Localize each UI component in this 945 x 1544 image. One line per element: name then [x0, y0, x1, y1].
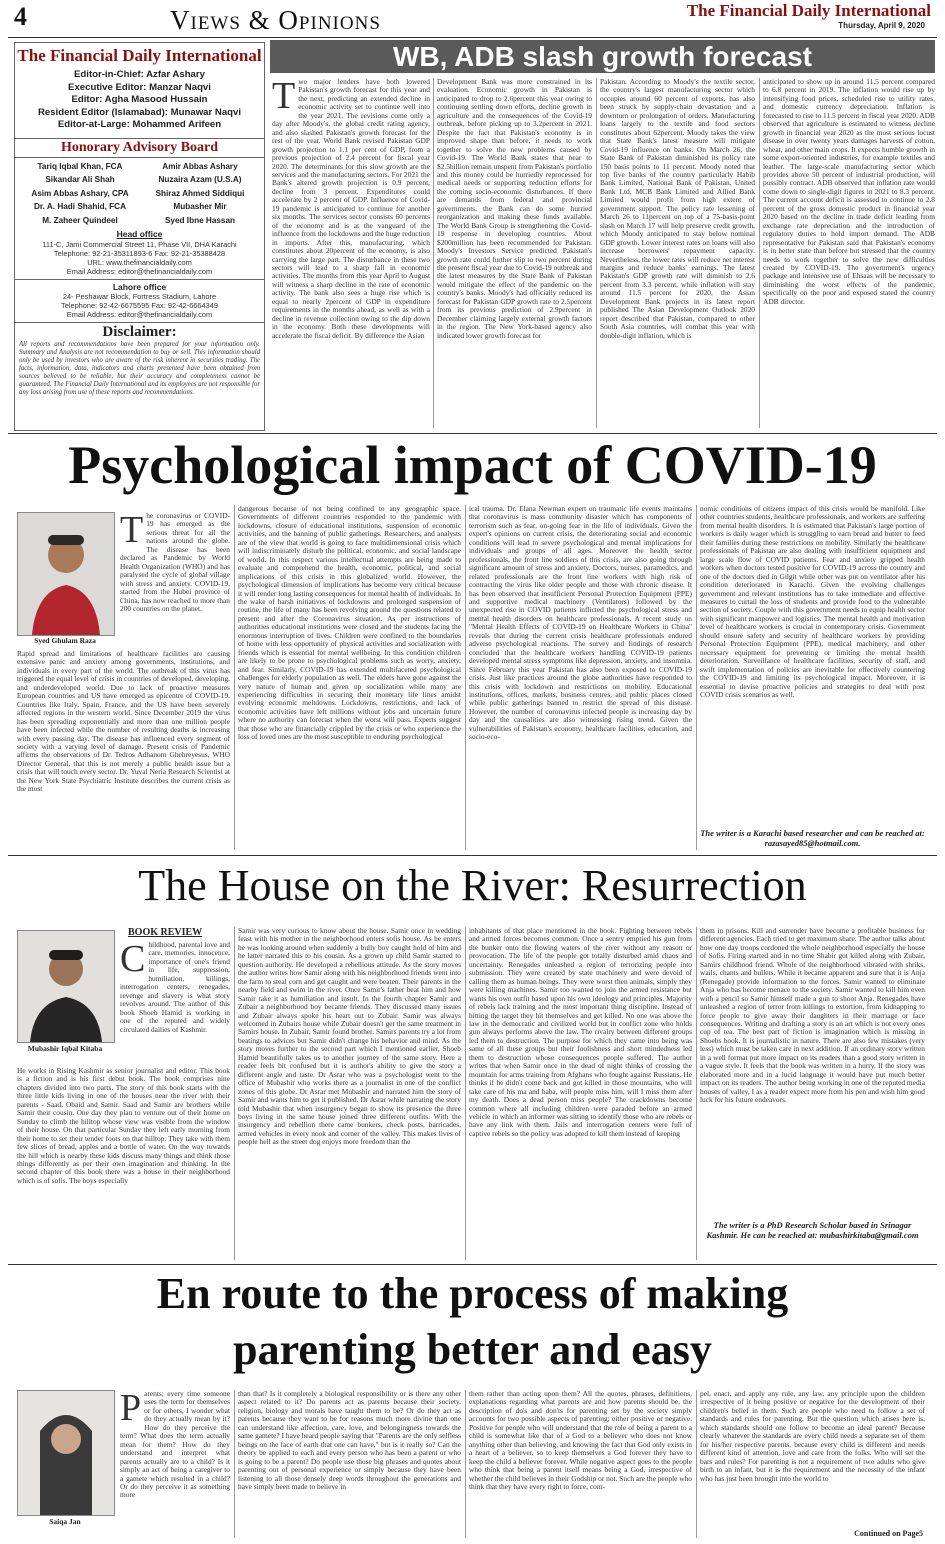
office-line: URL: www.thefinancialdaily.com [87, 257, 192, 267]
book-review-kicker: BOOK REVIEW [128, 927, 203, 938]
article2-author-note: The writer is a Karachi based researcher and can be reached at: razasayed85@hotmail.com. [700, 828, 925, 848]
article4-column-2 [238, 1390, 461, 1538]
board-member: Sikandar Ali Shah [45, 175, 115, 184]
article2-body-1: Rapid spread and limitations of healthcare facilities are causing extensive panic and anxiety among governments, institutions, and individuals in every part of the world. The outbreak of this virus has triggered the equal level of crisis in countries of developed, developing, and underdeveloped world. Due to lack of proactive measures European countries and US have emerged as epicentre of COVID-19. Countries like Italy, Spain, France, and the US have been severely affected regions in the western world. Since December 2019 the virus has been spreading exponentially and more than one million people have been infected while the number of resulting deaths is increasing with every passing day. The disease has influenced every segment of society with a varying level of damage. Present crisis of Pandemic affirms the observations of Dr. Tedros Adhanom Ghebreyesus, WHO Director General, that this is not merely a public health issue but a crisis that will touch every sector. Dr. Yuval Neria Research Scientist at the New York State Psychiatric Institute describes the current crisis as the most [17, 650, 230, 794]
article2-column-2 [238, 505, 461, 850]
article3-column-4 [700, 927, 925, 1217]
office-line: 24- Peshawar Block, Fortress Stadium, Lahore [62, 291, 217, 301]
article2-body-4: nomic conditions of citizens impact of this crisis would be manifold. Like other countries students, healthcare professionals, and workers are suffering from mental health disorders. It is estimated that Pakistan's large portion of workers is daily wager which is struggling to earn bread and butter to feed their families during these restrictions on mobility. Similarly the healthcare professionals of Pakistan are also dealing with insufficient equipment and large scale flow of COVID patients. Fear and anxiety gripped health workers when doctors tested positive for COVID-19 across the country and one of the doctors died in Gilgit while other was put on ventilator after his condition deteriorated in Karachi. Given the evolving challenges government and relevant institutions has to take immediate and effective measures to curtail the loss of students and provide food to the vulnerable section of society. Couple with this government needs to equip health sector with significant manpower and logistics. The mental health and motivation level of healthcare workers is crucial in contemporary crisis. Government should ensure safety and security of healthcare workers by providing Personal Protection Equipment (PPE), medical machinery, and other necessary equipment for preventing or limiting the mental health deterioration. Surveillance of healthcare facilities, security of staff, and swift implementation of policies are inevitable for effectively countering the COVID-19 and limiting its psychological impact. Moreover, it is essential to devise proactive policies and strategies to deal with post COVID crisis scenarios as well. [700, 505, 925, 699]
article3-column-1-bottom [17, 1067, 230, 1260]
column-divider [234, 1390, 235, 1538]
column-divider [696, 927, 697, 1260]
article4-body-2: than that? Is it completely a biological responsibility or is there any other aspect related to it? Do parents act as parents because their society, religion, biology and morals have taught them to be? Or do they act as parents because they want to be for reasons much more divine than one can understand like affection, care, love, and belongingness towards the same gamete? I have heard people saying that "Parents are the only selfless beings on the face of earth that one can have," but is it really so? Can the theory be applied to each and every person who has been a parent or who is going to be a parent? Do people use those big phrases and quotes about parenting out of personal experience or simply because they have been listening to all those densely deep words throughout the generations and have simply been made to believe in [238, 1390, 461, 1491]
person-icon [18, 1391, 114, 1515]
article4-headline-line-1: En route to the process of making [156, 1269, 789, 1318]
article4-body-3: them rather than acting upon them? All the quotes, phrases, definitions, explanations regarding what parents are and how parents should be, the description of do's and don'ts for parenting set by the society simply accounts for two possible aspects of parenting; either positive or negative. Positive for people who will understand that the role of being a parent to a child is somewhat like that of a God to a believer who does not know anything other than believing, and knowing the fact that God only exists in a heart of a believer, so to keep themselves a God forever they have to keep the child a believer forever. While negative aspect goes to the people who think that being a parent itself means being a God, irrespective of whether the child believes in their Godship or not. Such are the people who think that they have every right to force, com- [469, 1390, 692, 1491]
article3-headline: The House on the River: Resurrection [138, 861, 807, 910]
person-icon [18, 513, 114, 635]
article3-body-1: He works in Rising Kashmir as senior journalist and editor. This book is a fiction and is his first debut book. The book comprises nine chapters divided into two parts. The story of this book starts with the three little kids living in one of the houses near the river with their parents - Saad, Obaid and Samir. Saad and Samir are brothers while Samir their cousin. One day they plan to venture out of their home on Sunday to climb the hilltop whose view was visible from the window of their house. On that particular Sunday they left early morning from their home to set their tender foots on that hilltop. They take with them few slices of bread, apples and a bottle of water. On the way towards the hill which is nearby these kids discuss many things and think those things differently as per their own imagination and thinking. In the second chapter of this book there was a house in their neighborhood which is of sofis. The boys especially [17, 1067, 230, 1185]
column-divider [433, 78, 434, 428]
office-line: Email Address: editor@thefinancialdaily.com [66, 266, 213, 276]
column-divider [596, 78, 597, 428]
article4-body-4: pel, enact, and apply any rule, any law, any principle upon the children irrespective of it being positive or negative for the development of their children's belief in them. Such are people who need to follow a set of standards and rules for parenting. But the question which arises here is, which standards should one follow to become an ideal parent? Because clearly whatever the standards are every child needs a separate set of them for his/her respective parents, because every child is different and needs different kind of attention, love and care from the folks. Who will set the bars and rules? For parenting is not a requirement of two adults who give birth to an infant, but it is the requirement and the necessity of the infant who has just been brought into the world to [700, 1390, 925, 1483]
article3-column-2 [238, 927, 461, 1260]
column-divider [465, 1390, 466, 1538]
editor-line: Editor-at-Large: Mohammed Arifeen [57, 119, 222, 130]
article3-body-4: them in prisons. Kill and surrender have become a profitable business for different agencies. Each tried to get maximum share. The author talks about how one day troops cordoned the whole neighborhood especially the house of Sofis. Firing started and in no time Shabir got killed along with Zubair, Samirs childhood friend. Whole of the neighborhood vibrated with shriks, wails, chants and bullets. While it became apparent and sure that it is Anja (Renegade) provide information to the forces. Samir wanted to eliminate Anja who has become menace to the society. Samir wanted to kill him even with a pencil so Samir himself made a gun to shoot Anja. Renegades have unleashed a region of terror from killings to extortion, from kidnapping to force people to give away their daughters in their marriage or face consequences. Writing and drafting a story is an art which is not every ones cup of tea. The best part of fiction is imagination which is missing in Shoebs book. It is journalistic in nature. There are also few mistakes (very less) which must be taken care in next addition. If an ordinary story written in a well format put more impact on its readers than a good story written in a vague style. It feels that the book was written in a hurry. If the story was elaborated more and in a lucid language it would have put much better impact on its readers. The author being working in one of the reputed media houses of valley, I as a reader expect more from his pen and wish him good luck for his future endeavors. [700, 927, 925, 1105]
drop-cap: T [120, 512, 144, 551]
board-member: Tariq Iqbal Khan, FCA [37, 161, 123, 171]
board-column-right [141, 160, 259, 228]
article1-column-1 [272, 78, 430, 428]
article2-body-3: ical trauma. Dr. Elana Newman expert on traumatic life events maintains that coronavirus is mass community disaster which has components of terrorism such as fear, on-going fear in the life of individuals. Given the expert's opinions on current crisis, the deteriorating social and economic conditions will lead to severe psychological and mental implications for individuals and groups of all ages. Moreover the health sector professionals, the front line soldiers of this crisis, are also going through significant amount of stress and anxiety. Doctors, nurses, paramedics, and related professionals are the front line workers with high risk of contracting the virus like older people and those with chronic disease. It has been observed that insufficient Personal Protection Equipment (PPE) and supportive medical machinery (Ventilators) followed by the unexpected rise in COVID patients inflicted the psychological stress and mental health disorders on healthcare professionals. A recent study on "Mental Health Effects of COVID-19 on Healthcare Workers in China" reveals that during the current crisis healthcare professionals endured adverse psychological reactions. The survey and findings of research concluded that the healthcare workers handling COVID-19 patients developed mental stress symptoms like depression, anxiety, and insomnia. Since February this year Pakistan has also been exposed to COVID-19 crisis. Just like practices around the globe authorities have responded to this crisis with lockdown and restrictions on mobility. Educational institutions, offices, markets, business centres, and public places closed while public gatherings banned to restrict the spread of this disease. However, the number of coronavirus infected people is increasing day by day and the causalities are also witnessing rising trend. Given the vulnerabilities of Pakistan's economy, healthcare facilities, education, and socio-eco- [469, 505, 692, 742]
board-member: Syed Ibne Hassan [164, 215, 236, 225]
disclaimer-text: All reports and recommendations have been prepared for your information only. Summary and Analysis are not recommendation to buy or sell. This information should only be used by investors who are aware of the risk inherent in securities trading. The facts, information, data, indicators and charts presented have been obtained from sources believed to be reliable, but their accuracy and completeness cannot be guaranteed. The Financial Daily International and its employees are not responsible for any loss arising from use of these reports and recommendations. [19, 340, 260, 397]
advisory-board [15, 158, 264, 228]
article4-body-1: arents; every time someone uses the term for themselves or for others, I wonder what do they actually mean by it? How do they perceive the term? What does the term actually mean for them? How do they understand and interpret what parents actually are to a child? Is it simply an act of being a caregiver to a gamete which resulted in a child? Or do they perceive it as something more [120, 1390, 230, 1500]
office-line: 111-C, Jami Commercial Street 11, Phase VII, DHA Karachi [42, 239, 237, 249]
head-office-title: Head office [116, 228, 163, 239]
drop-cap: P [120, 1390, 142, 1429]
article1-body-2: Development Bank was more constrained in its evaluation. Economic growth in Pakistan is anticipated to drop to 2.6percent this year owing to continuing settling down efforts, decline growth in agriculture and the consequences of the Covid-19 outbreak, before picking up to 3.2percent in 2021. Despite the fact that Pakistan's economy is in improved shape than before, it needs to work together to solve the new problems caused by Covid-19. The World Bank states that near to $2.5billion remain unspent from Pakistan's portfolio and this money could be hurriedly reprocessed for medical needs or supporting reduction efforts for the coming socio-economic disturbances. If there are demands from federal and provincial governments, the Bank can do some hurried reorganization and making these funds available. The World Bank Group is strengthening the Covid-19 response in developing countries. About $200million has been recommended for Pakistan. Moody's Investors Service predicted Pakistan's growth rate could further slip to two percent during the present fiscal year due to Covid-19 outbreak and the latest measures by the State Bank of Pakistan would mitigate the effect of the pandemic on the country's banks. Moody's had officially reduced its forecast for Pakistan GDP growth rate to 2.5percent from its previous prediction of 2.9percent in December claiming largely external growth factors in the region. The New York-based agency also indicated lower growth forecast for [437, 78, 592, 340]
article3-column-1-top [120, 941, 230, 1067]
article2-column-1-bottom [17, 650, 230, 850]
board-member: Amir Abbas Ashary [162, 161, 238, 171]
board-member: Shiraz Ahmed Siddiqui [155, 188, 245, 198]
person-icon [18, 931, 114, 1042]
section-title: Views & Opinions [170, 5, 381, 35]
advisory-board-title: Honorary Advisory Board [15, 138, 264, 158]
column-divider [696, 505, 697, 850]
editors-list [15, 69, 264, 132]
article1-body-1: wo major lenders have both lowered Pakistan's growth forecast for this year and the next, predicting an extended decline in economic activity set to continue well into the year 2021. The revisions come only a day after Moody's, the global credit rating agency, and also slashed Pakistan's growth forecast for the rest of the year. World Bank revised Pakistan GDP growth projection to 1.1 per cent of GDP, from a previous projection of 2.4 percent for fiscal year 2020. The determinants for this slow growth are the services and the manufacturing sectors. For 2021 the Bank's altered growth projection is 0.9 percent, decline from 3 percent. Expenditures could accelerate by 2 percent of GDP. Influence of Covid-19 pandemic is anticipated to continue for another six months. The services sector consists 60 percents of the economy and is at the vanguard of the influence from the lockdowns and the huge reduction in imports. After this, manufacturing, which constitutes about 20percent of the economy, is also carrying the large part. The disturbance in these two sectors will lead to a sharp fall in economic activities. The months from this year April to August will witness a sharp decline in the rate of economic activity. The bank also sees a huge rise which is equal to nearly 2percent of GDP in expenditure requirements in the months ahead, as well as with a decline in revenue collection owing to the dip down in the economy. Both these developments will accelerate the fiscal deficit. By difference the Asian [272, 78, 430, 340]
article2-column-1-top [120, 512, 230, 649]
article1-column-2 [437, 78, 592, 428]
article1-column-4 [763, 78, 935, 428]
editor-line: Executive Editor: Manzar Naqvi [68, 81, 211, 93]
board-member: Asim Abbas Ashary, CPA [31, 188, 129, 198]
column-divider [759, 78, 760, 428]
page-header [0, 0, 945, 38]
author-photo [17, 930, 115, 1043]
article3-column-3 [469, 927, 692, 1260]
article3-body-3: inhabitants of that place mentioned in the book. Fighting between rebels and armed forces becomes common. Once a sentry emptied his gun from the bunker onto the flowing waters of the river without any reason or provocation. The life of the people got totally disturbed amid chaos and uncertainty. Renegades unleashed a region of terrorizing people into submission. They were created by state machinery and were devoid of calling them as human beings. They were worst then animals, simply they were killing machines. Samir too wanted to join the armed resistance but wants his own outfit based upon his own ideology and principles. Majority of rebels lack training and the most important thing discipline. Instead of hitting the target they hit themselves and get killed. No one was above the law in the democratic and civilized world but in conflict zone who holds gun always performs above the law. The rivalry between different groups led them to destruction. The purpose for which they came into being was same of all these groups but their foolishness and short mindedness led them to destruction whose consequences people suffered. The author writes that when Samir once in the dead of night thinks of crossing the mountain for arms training from Afghans who fought against Russians. He thinks if he didn't come back and got killed in those mountains, who will take care of his ma and baba, will people miss him, will I miss them after my death. Does a dead person miss people? The crackdowns become common where all including children were paraded before an armed vehicle in which an informer was sitting to identify those who are rebels or have any link with them. Jails and interrogation centers were full of captive rebels so the policy was adopted to kill them instead of keeping [469, 927, 692, 1138]
section-rule [8, 1264, 937, 1265]
board-member: Nuzaira Azam (U.S.A) [158, 175, 242, 184]
continued-note: Continued on Page5 [854, 1529, 923, 1538]
issue-date: Thursday, April 9, 2020 [838, 21, 925, 30]
masthead-box [14, 42, 265, 431]
lahore-office-title: Lahore office [15, 279, 264, 292]
article1-column-3 [600, 78, 755, 428]
article2-column-3 [469, 505, 692, 850]
board-column-left [21, 160, 139, 228]
article3-author-note: The writer is a PhD Research Scholar based in Srinagar Kashmir. He can be reached at: mubashirkitaba@gmail.com [706, 1220, 919, 1240]
editor-line: Resident Editor (Islamabad): Munawar Naqvi [37, 106, 242, 118]
board-member: M. Zaheer Quindeel [42, 215, 118, 225]
office-line: Telephone: 92-21-35311893-6 Fax: 92-21-35388428 [53, 248, 226, 258]
article4-column-3 [469, 1390, 692, 1538]
head-office-details [15, 240, 264, 276]
article4-headline-line-2: parenting better and easy [233, 1325, 712, 1374]
column-divider [696, 1390, 697, 1538]
lahore-office-details [15, 292, 264, 319]
column-divider [465, 505, 466, 850]
article4-column-1 [120, 1390, 230, 1538]
disclaimer-title: Disclaimer: [15, 322, 264, 341]
author-photo [17, 1390, 115, 1516]
column-divider [234, 505, 235, 850]
author-photo [17, 512, 115, 636]
board-member: Dr. A. Hadi Shahid, FCA [33, 202, 127, 211]
article4-column-4 [700, 1390, 925, 1528]
board-member: Mubasher Mir [173, 202, 227, 211]
office-line: Email Address: editor@thefinancialdaily.com [66, 309, 213, 319]
article1-headline: WB, ADB slash growth forecast [392, 41, 812, 72]
editor-line: Editor-in-Chief: Azfar Ashary [74, 69, 205, 80]
header-rule [8, 37, 937, 38]
author-caption: Mubashir Iqbal Kitaba [27, 1044, 103, 1053]
article2-headline: Psychological impact of COVID-19 [68, 435, 877, 495]
paper-name: The Financial Daily International [686, 1, 931, 20]
office-line: Telephone: 92-42-6675595 Fax: 92-42-6664349 [61, 300, 218, 310]
column-divider [465, 927, 466, 1260]
article3-intro: hildhood, parental love and care, memories, innocence, importance of one's friend in life, suppression, humiliation, killings, interrogation centers, renegades, revenge and slavery is what story revolves around. The author of this book Shoeb Hamid is working in one of the reputed and widely circulated dailies of Kashmir. [120, 941, 230, 1034]
article2-column-4 [700, 505, 925, 823]
article2-body-2: dangerous because of not being confined to any geographic space. Governments of different countries responded to the pandemic with lockdowns, closure of educational institutions, suspension of economic activities, and the banning of public gatherings. Researchers, and analysts are of the view that world is going to face multidimensional crisis which will indiscriminately disturb the political, economic, and social landscape of world. In this respect various intellectual attempts are being made to evaluate and comprehend the health, economic, political, and social implications of this crisis in this globalized world. However, the psychological dimension of implications has become very critical because it will render long lasting consequences for mental health of individuals. In the wake of harsh initiatives of lockdowns and prolonged suspension of routine, the life of many has been revolving around the questions related to present and after the Coronavirus situation. As per instructions of authorities educational institutions were closed and the students facing the enormous interruption of lives. Children were confined to the boundaries of home with less opportunity of physical activities and socialization with friends which is essential for mental wellbeing. In this condition children are likely to be prone to psychological problems such as worry, anxiety, and fear. Similarly, COVID-19 has extended multifaceted psychological challenges for elderly population as well. The elders have gone against the very nature of human and given up socialization while many are experiencing difficulties in securing their monetary life lines amidst evolving economic meltdowns. Lockdowns, restrictions, and lack of economic activities have left millions without jobs and uncertain future where no authority can forecast when the worst will pass. Experts suggest that those who are financially crippled by the crisis or who experience the loss of loved ones are the most susceptible to enduring psychological [238, 505, 461, 742]
article1-body-3: Pakistan. According to Moody's the textile sector, the country's largest manufacturing sector which occupies around 60 percent of exports, has also been struck by supply-chain devastation and a downturn or prolongation of orders. Manufacturing loans largely to the textile and food sectors constitutes about 62percent. Moody takes the view that State Bank's latest measure will mitigate Covid-19 influence on banks. On March 26, the State Bank of Pakistan diminished its policy rate 150 basis points to 11 percent. Moody noted that top five banks of the country particularly Habib Bank Limited, National Bank of Pakistan, United Bank Ltd, MCB Bank Limited and Allied Bank Limited would profit from high extent of government support. The policy rate lessening of March 26 to 11percent on top of a 75-basis-point slash on March 17 will help preserve credit growth, which Moody anticipated to stay below nominal GDP growth. Lower interest rates on loans will also increase borrowers' repayment capacity. Nevertheless, the lower rates will reduce net interest margins and reduce banks' earnings. The latest Pakistan's GDP growth rate will diminish to 2.6 percent from 3.3 percent, while inflation will stay around 11.5 percent for 2020, the Asian Development Bank projects in its latest report published The Asian Development Outlook 2020 report described that Pakistan, compared to other South Asia countries, will combat this year with double-digit inflation, which is [600, 78, 755, 340]
article1-body-4: anticipated to show up in around 11.5 percent compared to 6.8 percent in 2019. The inflation would rise up by intensifying food prices, scheduled rise to utility rates, and domestic currency depreciation. Inflation is forecasted to rise to 11.5 percent in fiscal year 2020. ADB observed that agriculture is estimated to witness decline growth in financial year 2020 as the most serious locust disease in over twenty years damages harvests of cotton, wheat, and other main crops. It expects humble growth in some export-oriented industries, for example textiles and leather. The large-scale manufacturing sector which provides above 50 percent of industrial production, will possibly contract. ADB observed that inflation rate would come down to single-digit figures in 2021 to 8.3 percent. The current account deficit is assessed to continue to 2.8 percent of the gross domestic product in financial year 2020 based on the decline in trade deficit leading from exchange rate depreciation and the introduction of regulatory duties to hold import demand. The ADB representative for Pakistan said that Pakistan's economy is in better state than before but stressed that the country needs to work together to solve the new difficulties created by COVID-19. The government's urgency package and intensive use of Ehsaas will be necessary to diminishing the worst effects of the pandemic, specifically on the poor and exposed stated the country ADB director. [763, 78, 935, 306]
article3-body-2: Samir was very curious to know about the house. Samir once in wedding feast with his mother in the neighborhood enters sofis house. As he enters he was looking around when suddenly a bully boy caught hold of him and he latter narrated this to his cousin. As a grown up child Samir started to question authority. He developed a rebellious attitude. As the story moves the author writes how Samir along with his neighborhood friends went into the farm to steal corn and get caught and were beaten. Their parents in the nearby field and swim in the river. Once Samir's father beat him and how Samir take it as humiliation and insult. In the fourth chapter Samir and Zubair a neighborhood boy became friends. They discussed many issues and Zubair always spoke his heart out to Zubair. Samir was always welcomed in Zubairs house while Zubair doesn't get the same treatment in Samirs house. In Zubair, Samir found brother. Samirs parents try a lot from beatings to advices but Samir didn't change his behavior and mind. As the story moves further to the second part which I mentioned earlier, Shoeb Hamid beautifully takes us to another journey of the same story. Here a reader feels bit confused but it is author's ability to give the story a different angle and taste. Dr Asrar who was a psychologist went to the office of Mubashir who works there as a journalist in one of the conflict zones of this globe. Dr Asrar met Mubashir and narrated him the story of Samir and wants him to get it published. Dr Asrar while narrating the story told Mubashir that when insurgency began to show its presence the three boys living in the same house joined three different outfits. With the insurgency and rebellion there came bunkers, check posts, barricades, armed vehicles in every nook and corner of the valley. This makes lives of people hell as the street dog enjoys more freedom than the [238, 927, 461, 1147]
masthead-title: The Financial Daily International [17, 46, 262, 65]
drop-cap: C [120, 941, 146, 980]
author-caption: Saiqa Jan [49, 1517, 81, 1526]
drop-cap: T [272, 78, 296, 117]
editor-line: Editor: Agha Masood Hussain [71, 94, 208, 105]
page-number: 4 [14, 2, 27, 31]
article2-intro: he coronavirus or COVID-19 has emerged as the serious threat for all the nations around the globe. The disease has been declared as Pandemic by World Health Organization (WHO) and has paralysed the cycle of global village with stress and anxiety. COVID-19, started from the Hubei province of China, has now reached to more than 200 countries on the planet. [120, 512, 230, 613]
column-divider [234, 927, 235, 1260]
author-caption: Syed Ghulam Raza [34, 636, 96, 645]
